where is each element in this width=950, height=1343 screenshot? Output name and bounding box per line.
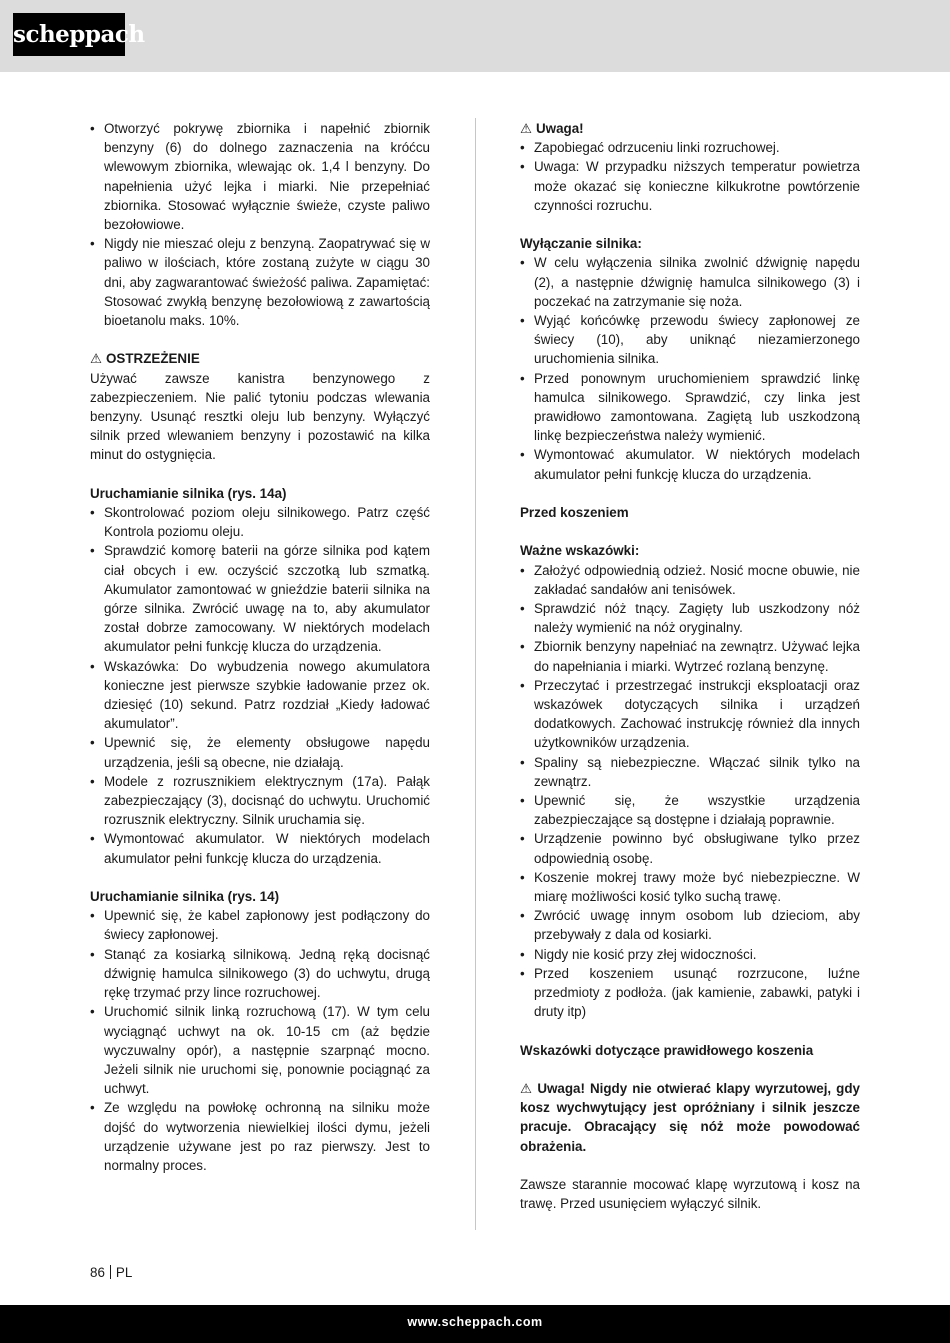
list-item: • Założyć odpowiednią odzież. Nosić mocne obuwie, nie zakładać sandałów ani tenisówek. (520, 561, 860, 599)
warning-icon: ⚠ (90, 351, 103, 367)
warning-text: Używać zawsze kanistra benzynowego z zabezpieczeniem. Nie palić tytoniu podczas wlewania benzyny. Usunąć resztki oleju lub benzyny. Wyłączyć silnik przed wlewaniem benzyny i pozostawić na kilka minut do ostygnięcia. (90, 370, 430, 463)
scheppach-logo: scheppach (13, 13, 125, 56)
warning-title: OSTRZEŻENIE (106, 351, 200, 367)
list-item: • Nigdy nie mieszać oleju z benzyną. Zaopatrywać się w paliwo w ilościach, które zostaną zużyte w ciągu 30 dni, aby zagwarantować świeżość paliwa. Zapamiętać: Stosować zwykłą benzynę bezołowiową z zawartością bioetanolu maks. 10%. (90, 234, 430, 330)
list-item: • Zwrócić uwagę innym osobom lub dzieciom, aby przebywały z dala od kosiarki. (520, 906, 860, 944)
fuel-list (90, 119, 430, 330)
page-footer (0, 1305, 950, 1343)
warning-heading (90, 349, 430, 368)
list-item: • Sprawdzić nóż tnący. Zagięty lub uszkodzony nóż należy wymienić na nóż oryginalny. (520, 599, 860, 637)
caution-list (520, 138, 860, 215)
list-item: • Modele z rozrusznikiem elektrycznym (17a). Pałąk zabezpieczający (3), docisnąć do uchwytu. Uruchomić rozrusznik elektryczny. Silnik uruchamia się. (90, 772, 430, 830)
section-heading-tips: Ważne wskazówki: (520, 543, 640, 559)
list-item: • Wskazówka: Do wybudzenia nowego akumulatora konieczne jest pierwsze szybkie ładowanie przez ok. dziesięć (10) sekund. Patrz rozdział „Kiedy ładować akumulator”. (90, 657, 430, 734)
list-item: • Otworzyć pokrywę zbiornika i napełnić zbiornik benzyny (6) do dolnego zaznaczenia na króćcu wlewowym zbiornika, wlewając ok. 1,4 l benzyny. Do napełnienia użyć lejka i miarki. Nie przepełniać zbiornika. Stosować wyłącznie świeże, czyste paliwo bezołowiowe. (90, 119, 430, 234)
list-item: • Wymontować akumulator. W niektórych modelach akumulator pełni funkcję klucza do urządzenia. (520, 445, 860, 483)
section-heading-mowing: Wskazówki dotyczące prawidłowego koszenia (520, 1042, 814, 1058)
list-item: • Urządzenie powinno być obsługiwane tylko przez odpowiednią osobę. (520, 829, 860, 867)
list-item: • Przed ponownym uruchomieniem sprawdzić linkę hamulca silnikowego. Sprawdzić, czy linka jest prawidłowo zamontowana. Zagiętą lub uszkodzoną linkę bezpieczeństwa należy wymienić. (520, 369, 860, 446)
section-heading-before-mowing: Przed koszeniem (520, 505, 629, 521)
section-heading-start-14: Uruchamianie silnika (rys. 14) (90, 889, 280, 905)
page-number (90, 1265, 132, 1281)
page-number-value: 86 (90, 1265, 105, 1280)
list-item: • Upewnić się, że wszystkie urządzenia zabezpieczające są dostępne i działają poprawnie. (520, 791, 860, 829)
mowing-text: Zawsze starannie mocować klapę wyrzutową i kosz na trawę. Przed usunięciem wyłączyć silnik. (520, 1177, 860, 1212)
separator (110, 1265, 111, 1279)
section-heading-stop: Wyłączanie silnika: (520, 236, 642, 252)
mowing-warning (520, 1079, 860, 1156)
list-item: • Spaliny są niebezpieczne. Włączać silnik tylko na zewnątrz. (520, 753, 860, 791)
list-item: • Nigdy nie kosić przy złej widoczności. (520, 945, 860, 964)
list-item: • Upewnić się, że kabel zapłonowy jest podłączony do świecy zapłonowej. (90, 906, 430, 944)
left-column (90, 119, 430, 1175)
page-header (0, 0, 950, 72)
footer-url[interactable]: www.scheppach.com (407, 1315, 543, 1329)
warning-icon: ⚠ (520, 121, 533, 136)
list-item: • Przed koszeniem usunąć rozrzucone, luźne przedmioty z podłoża. (jak kamienie, zabawki, patyki i druty itp) (520, 964, 860, 1022)
list-item: • Upewnić się, że elementy obsługowe napędu urządzenia, jeśli są obecne, nie działają. (90, 733, 430, 771)
list-item: • Stanąć za kosiarką silnikową. Jedną ręką docisnąć dźwignię hamulca silnikowego (3) do uchwytu, drugą rękę trzymać przy lince rozruchowej. (90, 945, 430, 1003)
list-item: • Uwaga: W przypadku niższych temperatur powietrza może okazać się konieczne kilkukrotne powtórzenie czynności rozruchu. (520, 157, 860, 215)
start-14a-list (90, 503, 430, 868)
list-item: • Skontrolować poziom oleju silnikowego. Patrz część Kontrola poziomu oleju. (90, 503, 430, 541)
list-item: • Koszenie mokrej trawy może być niebezpieczne. W miarę możliwości kosić tylko suchą trawę. (520, 868, 860, 906)
list-item: • Sprawdzić komorę baterii na górze silnika pod kątem ciał obcych i ew. oczyścić szczotką lub szmatką. Akumulator zamontować w gnieździe baterii silnika na górze silnika. Zwrócić uwagę na to, aby akumulator został dobrze zamocowany. W niektórych modelach akumulator pełni funkcję klucza do urządzenia. (90, 541, 430, 656)
section-heading-start-14a: Uruchamianie silnika (rys. 14a) (90, 485, 287, 501)
stop-list (520, 253, 860, 483)
caution-title: Uwaga! (536, 121, 584, 136)
list-item: • Zapobiegać odrzuceniu linki rozruchowej. (520, 138, 860, 157)
caution-heading (520, 119, 860, 138)
list-item: • W celu wyłączenia silnika zwolnić dźwignię napędu (2), a następnie dźwignię hamulca silnikowego (3) i poczekać na zatrzymanie się noża. (520, 253, 860, 311)
list-item: • Wymontować akumulator. W niektórych modelach akumulator pełni funkcję klucza do urządzenia. (90, 829, 430, 867)
list-item: • Wyjąć końcówkę przewodu świecy zapłonowej ze świecy (10), aby uniknąć niezamierzonego uruchomienia silnika. (520, 311, 860, 369)
warning-icon: ⚠ (520, 1081, 534, 1097)
list-item: • Zbiornik benzyny napełniać na zewnątrz. Używać lejka do napełniania i miarki. Wytrzeć rozlaną benzynę. (520, 637, 860, 675)
start-14-list (90, 906, 430, 1175)
list-item: • Ze względu na powłokę ochronną na silniku może dojść do wytworzenia niewielkiej ilości dymu, jeżeli urządzenie używane jest po raz pierwszy. Jest to normalny proces. (90, 1098, 430, 1175)
mowing-warning-text: Uwaga! Nigdy nie otwierać klapy wyrzutowej, gdy kosz wychwytujący jest opróżniany i silnik jeszcze pracuje. Obracający się nóż może powodować obrażenia. (520, 1081, 860, 1154)
right-column (520, 119, 860, 1213)
column-divider (475, 118, 476, 1230)
page-language: PL (115, 1265, 133, 1280)
list-item: • Przeczytać i przestrzegać instrukcji eksploatacji oraz wskazówek dotyczących silnika i urządzeń dodatkowych. Zachować instrukcję również dla innych użytkowników urządzenia. (520, 676, 860, 753)
tips-list (520, 561, 860, 1022)
list-item: • Uruchomić silnik linką rozruchową (17). W tym celu wyciągnąć uchwyt na ok. 10-15 cm (aż będzie wyczuwalny opór), a następnie szarpnąć mocno. Jeżeli silnik nie uruchomi się, ponownie pociągnąć za uchwyt. (90, 1002, 430, 1098)
